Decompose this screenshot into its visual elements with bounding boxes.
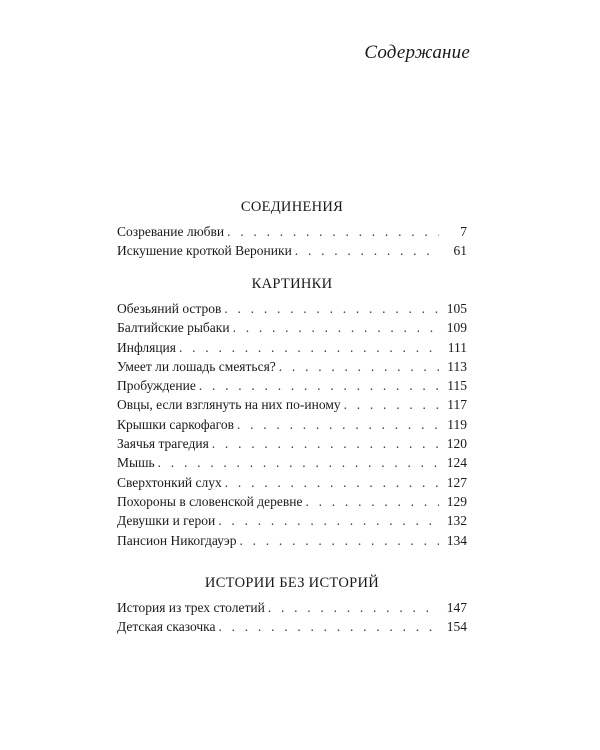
toc-entry[interactable] [117,453,467,472]
entry-title: Крышки саркофагов [117,416,234,432]
toc-section-istorii-bez-istoriy [117,573,467,637]
entry-page-number: 147 [446,600,467,615]
entry-page-number: 154 [446,619,467,635]
entry-title: Пробуждение [117,378,196,394]
entry-page-number: 113 [447,358,467,374]
toc-entry[interactable] [117,492,467,511]
entry-title: Балтийские рыбаки [117,320,230,336]
dot-leader [227,222,439,241]
toc-entry[interactable] [117,598,467,617]
entry-page-number: 61 [453,243,467,259]
dot-leader [295,241,439,260]
toc-entry[interactable] [117,338,467,357]
entry-title: Пансион Никогдауэр [117,532,237,548]
toc-section-soedineniya [117,197,467,261]
entry-title: Умеет ли лошадь смеяться? [117,358,276,374]
dot-leader [179,338,439,357]
toc-entry[interactable] [117,395,467,414]
dot-leader [237,415,439,434]
entry-page-number: 109 [446,320,467,336]
entry-page-number: 119 [447,416,467,432]
toc-entry[interactable] [117,222,467,241]
toc-entry[interactable] [117,357,467,376]
toc-entry[interactable] [117,299,467,318]
entry-page-number: 105 [446,301,467,316]
entry-page-number: 7 [460,224,467,239]
entry-title: Заячья трагедия [117,436,209,452]
entry-title: Искушение кроткой Вероники [117,243,292,259]
entry-title: Детская сказочка [117,619,216,635]
toc-entry[interactable] [117,473,467,492]
entry-title: История из трех столетий [117,600,265,615]
entry-title: Овцы, если взглянуть на них по-иному [117,397,341,413]
toc-entry[interactable] [117,415,467,434]
section-heading: СОЕДИНЕНИЯ [240,199,344,215]
dot-leader [239,531,439,550]
dot-leader [224,299,439,318]
section-heading: КАРТИНКИ [251,276,333,292]
toc-entry[interactable] [117,617,467,636]
dot-leader [279,357,439,376]
dot-leader [344,395,439,414]
entry-page-number: 115 [447,378,467,394]
dot-leader [218,511,439,530]
entry-page-number: 120 [446,436,467,452]
toc-entry[interactable] [117,511,467,530]
toc-entry[interactable] [117,434,467,453]
dot-leader [218,617,439,636]
dot-leader [305,492,439,511]
entry-title: Похороны в словенской деревне [117,493,303,509]
entry-title: Девушки и герои [117,513,216,529]
entry-title: Сверхтонкий слух [117,474,222,490]
entry-title: Созревание любви [117,224,225,239]
toc-section-kartinki [117,274,467,550]
dot-leader [225,473,439,492]
page-title: Содержание [364,42,470,63]
dot-leader [158,453,439,472]
dot-leader [199,376,439,395]
dot-leader [268,598,439,617]
entry-page-number: 111 [447,339,467,355]
toc-entry[interactable] [117,318,467,337]
section-heading: ИСТОРИИ БЕЗ ИСТОРИЙ [204,575,380,591]
entry-page-number: 124 [446,455,467,471]
entry-page-number: 129 [446,493,467,509]
entry-page-number: 117 [447,397,467,413]
dot-leader [233,318,439,337]
toc-entry[interactable] [117,241,467,260]
entry-title: Инфляция [117,339,176,355]
toc-entry[interactable] [117,531,467,550]
entry-page-number: 134 [446,532,467,548]
entry-page-number: 132 [446,513,467,529]
entry-title: Обезьяний остров [117,301,222,316]
toc-entry[interactable] [117,376,467,395]
entry-title: Мышь [117,455,155,471]
entry-page-number: 127 [446,474,467,490]
dot-leader [212,434,439,453]
